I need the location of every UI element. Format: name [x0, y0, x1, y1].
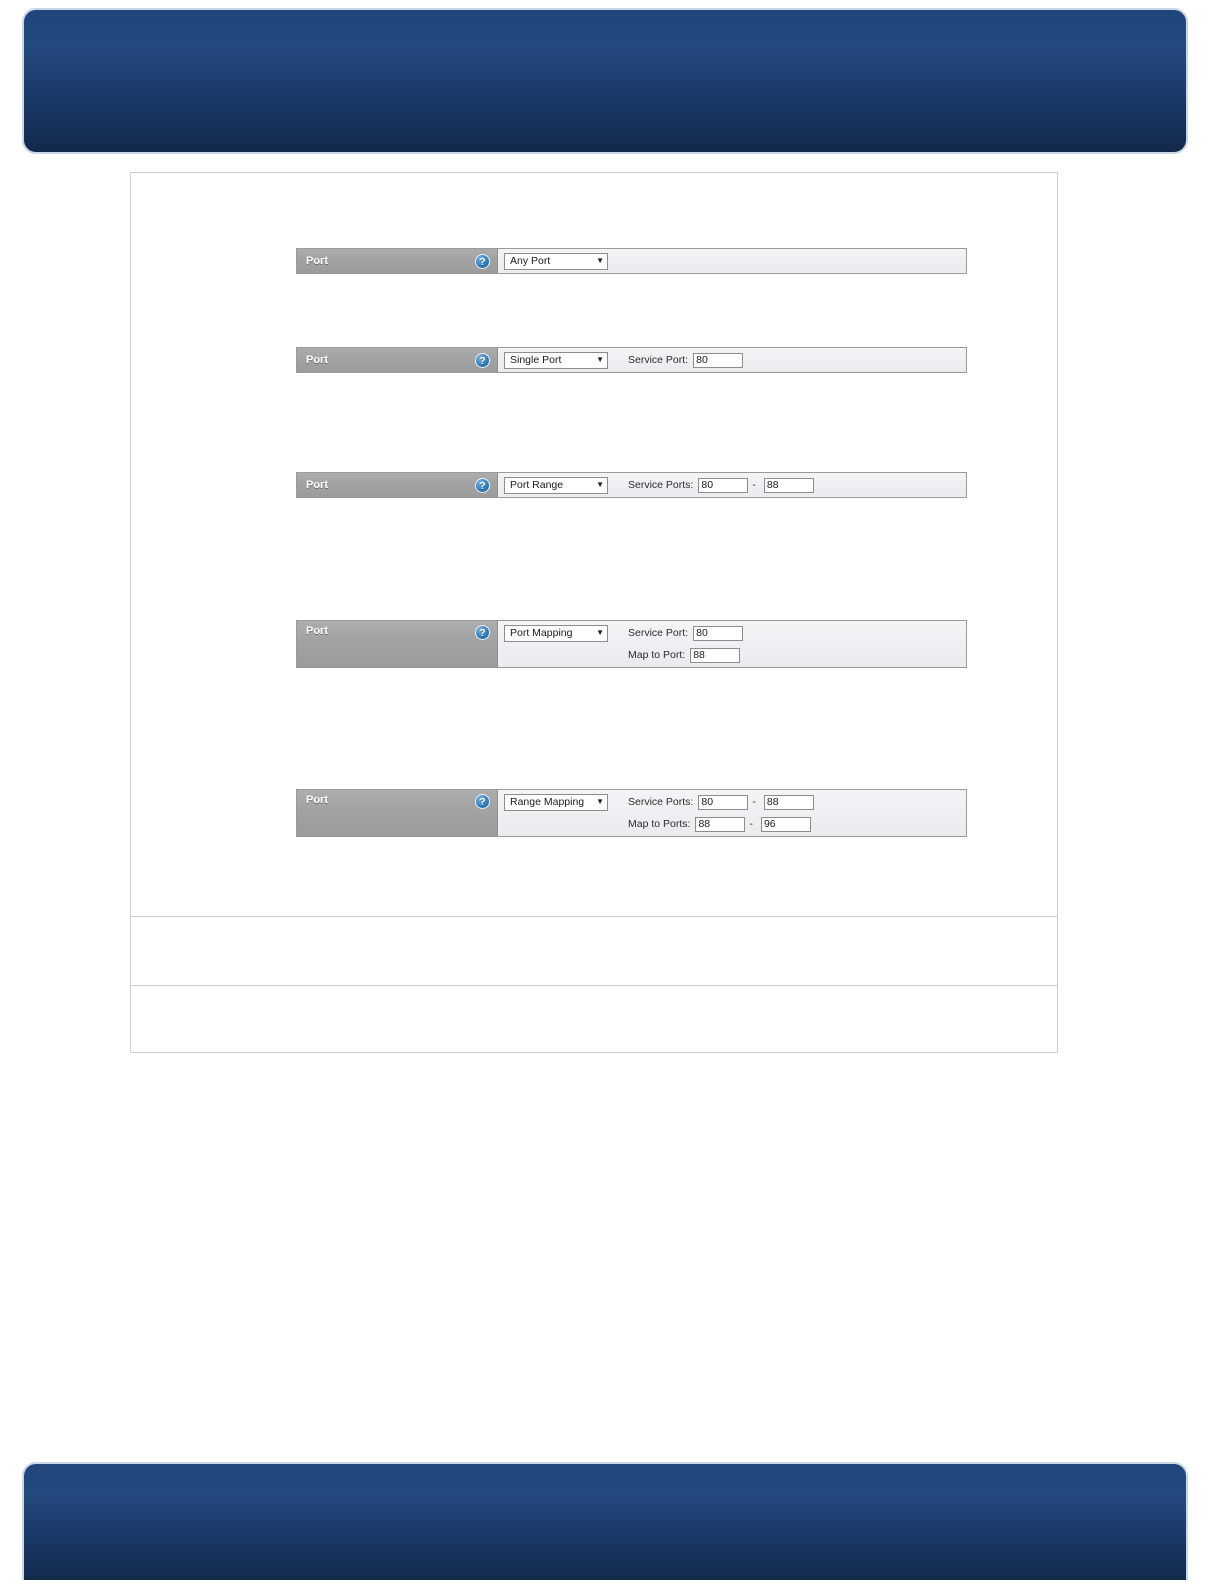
port-label-text: Port — [306, 255, 328, 267]
page-footer-bar — [22, 1462, 1188, 1580]
port-row-port-mapping — [296, 620, 967, 668]
map-to-port-input[interactable]: 88 — [690, 648, 740, 663]
help-icon[interactable]: ? — [475, 794, 490, 809]
range-separator: - — [752, 479, 756, 491]
help-icon[interactable]: ? — [475, 353, 490, 368]
frame-divider-2 — [131, 985, 1057, 986]
map-to-ports-start-input[interactable]: 88 — [695, 817, 745, 832]
page-header-bar — [22, 8, 1188, 154]
service-port-input[interactable]: 80 — [693, 626, 743, 641]
service-port-label: Service Port: — [628, 354, 689, 366]
service-port-label: Service Port: — [628, 627, 689, 639]
service-ports-label: Service Ports: — [628, 796, 694, 808]
help-icon[interactable]: ? — [475, 625, 490, 640]
port-label-text: Port — [306, 354, 328, 366]
port-mode-value: Single Port — [510, 354, 562, 366]
port-mode-select[interactable] — [504, 625, 608, 642]
port-row-fields — [498, 790, 966, 836]
service-ports-start-input[interactable]: 80 — [698, 478, 748, 493]
field-line — [498, 791, 966, 813]
port-label-text: Port — [306, 625, 328, 637]
field-line — [498, 474, 966, 496]
port-mode-select[interactable] — [504, 253, 608, 270]
field-line — [498, 349, 966, 371]
chevron-down-icon: ▼ — [596, 256, 604, 265]
port-mode-value: Port Range — [510, 479, 564, 491]
frame-divider-1 — [131, 916, 1057, 917]
port-row-label-cell — [297, 621, 498, 667]
port-row-label-cell — [297, 473, 498, 497]
service-ports-end-input[interactable]: 88 — [764, 795, 814, 810]
range-separator: - — [749, 818, 753, 830]
map-to-port-label: Map to Port: — [628, 649, 686, 661]
port-mode-select[interactable] — [504, 477, 608, 494]
port-mode-select[interactable] — [504, 352, 608, 369]
port-row-label-cell — [297, 348, 498, 372]
map-to-ports-end-input[interactable]: 96 — [761, 817, 811, 832]
port-row-fields — [498, 621, 966, 667]
port-label-text: Port — [306, 794, 328, 806]
port-row-range-mapping — [296, 789, 967, 837]
port-row-label-cell — [297, 790, 498, 836]
field-line — [498, 644, 966, 666]
field-line — [498, 622, 966, 644]
help-icon[interactable]: ? — [475, 254, 490, 269]
port-row-any-port — [296, 248, 967, 274]
port-row-port-range — [296, 472, 967, 498]
service-port-input[interactable]: 80 — [693, 353, 743, 368]
port-label-text: Port — [306, 479, 328, 491]
field-line — [498, 250, 966, 272]
port-row-fields — [498, 473, 966, 497]
port-row-label-cell — [297, 249, 498, 273]
port-mode-value: Range Mapping — [510, 796, 585, 808]
chevron-down-icon: ▼ — [596, 797, 604, 806]
port-row-fields — [498, 249, 966, 273]
chevron-down-icon: ▼ — [596, 480, 604, 489]
service-ports-end-input[interactable]: 88 — [764, 478, 814, 493]
chevron-down-icon: ▼ — [596, 355, 604, 364]
port-row-fields — [498, 348, 966, 372]
field-line — [498, 813, 966, 835]
range-separator: - — [752, 796, 756, 808]
port-mode-value: Port Mapping — [510, 627, 573, 639]
port-mode-value: Any Port — [510, 255, 551, 267]
help-icon[interactable]: ? — [475, 478, 490, 493]
service-ports-start-input[interactable]: 80 — [698, 795, 748, 810]
service-ports-label: Service Ports: — [628, 479, 694, 491]
port-mode-select[interactable] — [504, 794, 608, 811]
map-to-ports-label: Map to Ports: — [628, 818, 691, 830]
content-frame — [130, 172, 1058, 1053]
chevron-down-icon: ▼ — [596, 628, 604, 637]
port-row-single-port — [296, 347, 967, 373]
